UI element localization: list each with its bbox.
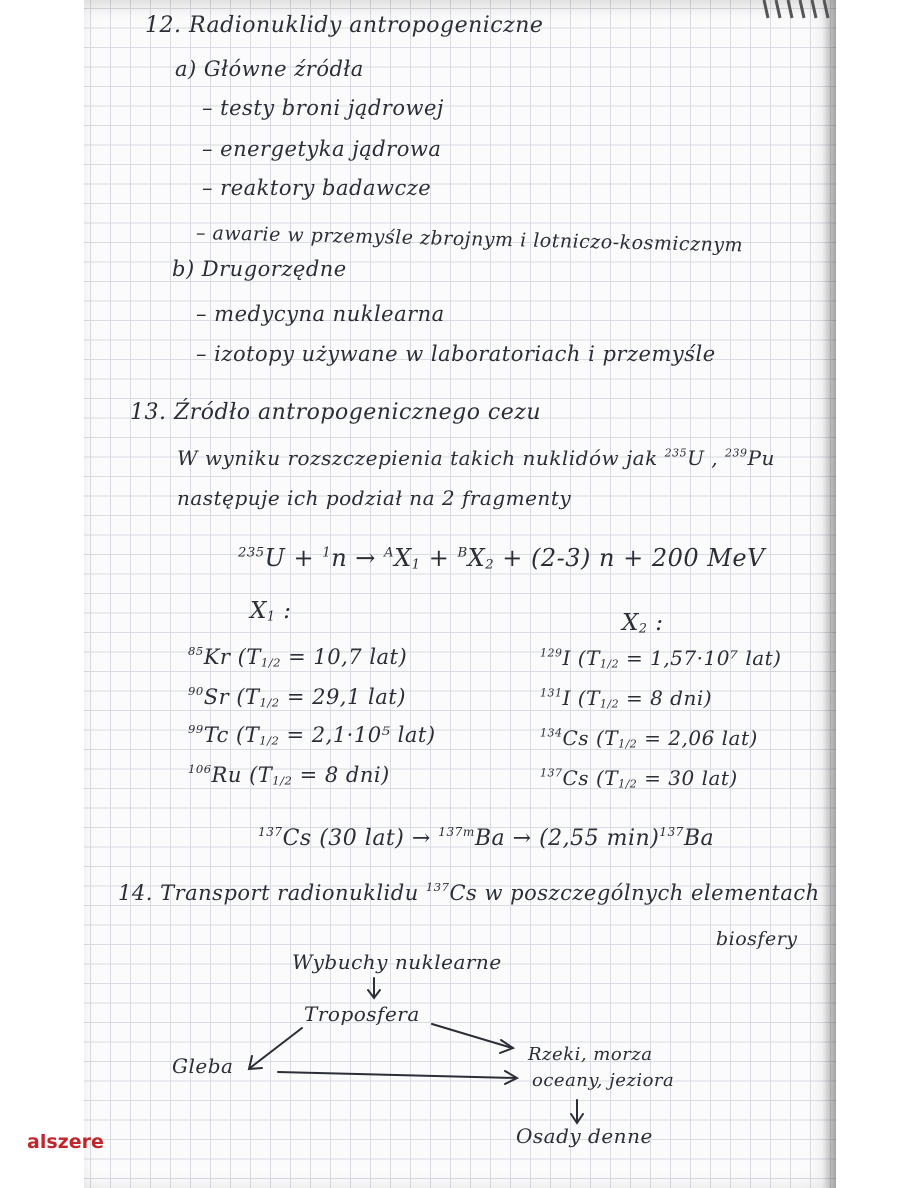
isotope-mass: 137 <box>540 766 563 780</box>
isotope-mass: 235 <box>238 545 265 561</box>
list-item: – awarie w przemyśle zbrojnym i lotniczo-kosmicznym <box>195 222 744 257</box>
node-nuclear-explosions: Wybuchy nuklearne <box>292 950 502 974</box>
isotope-symbol: Ru <box>211 763 242 788</box>
half-life-value: = 29,1 lat) <box>286 685 406 710</box>
section-12-b-label: b) Drugorzędne <box>172 257 347 281</box>
half-life-value: = 1,57·10⁷ lat) <box>625 646 782 670</box>
isotope-symbol: X <box>467 544 486 572</box>
section-13-text: W wyniku rozszczepienia takich nuklidów jak $^{235}$U , $^{239}$Pu <box>177 446 775 470</box>
operator: + <box>428 544 450 572</box>
subscript: 1/2 <box>259 733 280 748</box>
isotope-mass: 129 <box>540 646 563 660</box>
isotope-mass: 1 <box>322 545 332 561</box>
isotope-mass: 106 <box>188 762 212 776</box>
section-13-text-2: następuje ich podział na 2 fragmenty <box>177 486 572 510</box>
subscript: 2 <box>485 557 495 573</box>
isotope-symbol: Tc <box>203 723 229 748</box>
isotope-mass: 137m <box>438 825 475 839</box>
isotope-symbol: X <box>394 544 412 572</box>
isotope-mass: 99 <box>188 722 204 736</box>
section-12-a-label: a) Główne źródła <box>175 57 364 81</box>
arrow-troposphere-to-rivers <box>432 1024 513 1053</box>
text-line: W wyniku rozszczepienia takich nuklidów jak <box>177 446 658 470</box>
x2-symbol: X <box>622 610 639 636</box>
reaction-arrow: → <box>355 544 376 572</box>
isotope-symbol: Kr <box>203 645 231 670</box>
isotope-mass: 85 <box>188 644 204 658</box>
isotope-mass: 137 <box>659 825 684 839</box>
colon: : <box>655 610 664 636</box>
isotope-symbol: Cs <box>449 881 478 906</box>
isotope-symbol: I <box>562 686 571 710</box>
subscript: 1 <box>411 557 421 573</box>
isotope-mass: B <box>457 545 468 561</box>
half-life-label: (T <box>595 726 619 750</box>
isotope-symbol: Cs <box>562 766 590 790</box>
isotope-symbol: Cs <box>562 726 590 750</box>
operator: + <box>293 544 315 572</box>
half-life-label: (T <box>249 763 273 788</box>
decay-step: Ba <box>683 826 715 852</box>
list-item: – testy broni jądrowej <box>202 96 444 120</box>
isotope-mass: 90 <box>188 684 204 698</box>
list-item: – reaktory badawcze <box>202 176 432 200</box>
subscript: 1/2 <box>599 697 620 711</box>
half-life-label: (T <box>236 685 260 710</box>
half-life-value: = 2,06 lat) <box>644 726 758 750</box>
decay-step: Ba → (2,55 min) <box>474 826 660 852</box>
half-life-label: (T <box>237 645 261 670</box>
section-12-title: 12. Radionuklidy antropogeniczne <box>145 13 544 38</box>
half-life-label: (T <box>577 646 600 670</box>
section-14-title-end: biosfery <box>716 928 798 950</box>
isotope-symbol: Pu <box>747 446 775 470</box>
list-item: – izotopy używane w laboratoriach i przemyśle <box>196 342 716 366</box>
list-item: – energetyka jądrowa <box>202 137 442 161</box>
node-rivers-seas: Rzeki, morza <box>528 1044 653 1065</box>
watermark-logo: alszere <box>27 1131 104 1153</box>
decay-step: Cs (30 lat) → <box>282 826 431 852</box>
node-sediments: Osady denne <box>516 1124 653 1148</box>
half-life-value: = 10,7 lat) <box>288 645 408 670</box>
subscript: 1/2 <box>259 695 280 710</box>
isotope-symbol: n <box>331 544 348 572</box>
subscript: 1 <box>266 608 276 624</box>
subscript: 1/2 <box>618 737 638 751</box>
title-part: w poszczególnych elementach <box>484 881 820 906</box>
x1-symbol: X <box>250 598 267 624</box>
half-life-label: (T <box>577 686 600 710</box>
half-life-value: = 2,1·10⁵ lat) <box>286 723 436 748</box>
isotope-symbol: U <box>264 544 286 572</box>
isotope-mass: 131 <box>540 686 563 700</box>
arrow-rivers-to-sediments <box>571 1100 583 1123</box>
node-oceans-lakes: oceany, jeziora <box>532 1070 675 1091</box>
subscript: 1/2 <box>618 777 638 791</box>
node-soil: Gleba <box>172 1054 234 1078</box>
half-life-label: (T <box>236 723 260 748</box>
isotope-mass: 137 <box>425 880 450 894</box>
isotope-symbol: U <box>687 446 705 470</box>
half-life-value: = 8 dni) <box>299 763 390 788</box>
isotope-mass: 235 <box>664 446 688 460</box>
arrow-soil-to-rivers <box>278 1071 517 1084</box>
arrow-explosions-to-troposphere <box>368 978 380 998</box>
isotope-symbol: Sr <box>203 685 230 710</box>
arrow-troposphere-to-soil <box>249 1028 302 1069</box>
isotope-mass: 134 <box>540 726 563 740</box>
subscript: 1/2 <box>599 657 620 671</box>
subscript: 1/2 <box>272 773 293 788</box>
colon: : <box>283 598 292 624</box>
equation-rest: + (2-3) n + 200 MeV <box>502 544 765 572</box>
isotope-symbol: I <box>562 646 571 670</box>
title-part: 14. Transport radionuklidu <box>118 881 419 906</box>
half-life-value: = 8 dni) <box>625 686 713 710</box>
half-life-value: = 30 lat) <box>644 766 738 790</box>
isotope-mass: 239 <box>725 446 748 460</box>
node-troposphere: Troposfera <box>304 1002 420 1026</box>
section-13-title: 13. Źródło antropogenicznego cezu <box>130 400 542 425</box>
half-life-label: (T <box>595 766 619 790</box>
isotope-mass: 137 <box>258 825 283 839</box>
list-item: – medycyna nuklearna <box>196 302 445 326</box>
subscript: 1/2 <box>260 655 281 670</box>
isotope-mass: A <box>384 545 395 561</box>
subscript: 2 <box>638 620 648 636</box>
